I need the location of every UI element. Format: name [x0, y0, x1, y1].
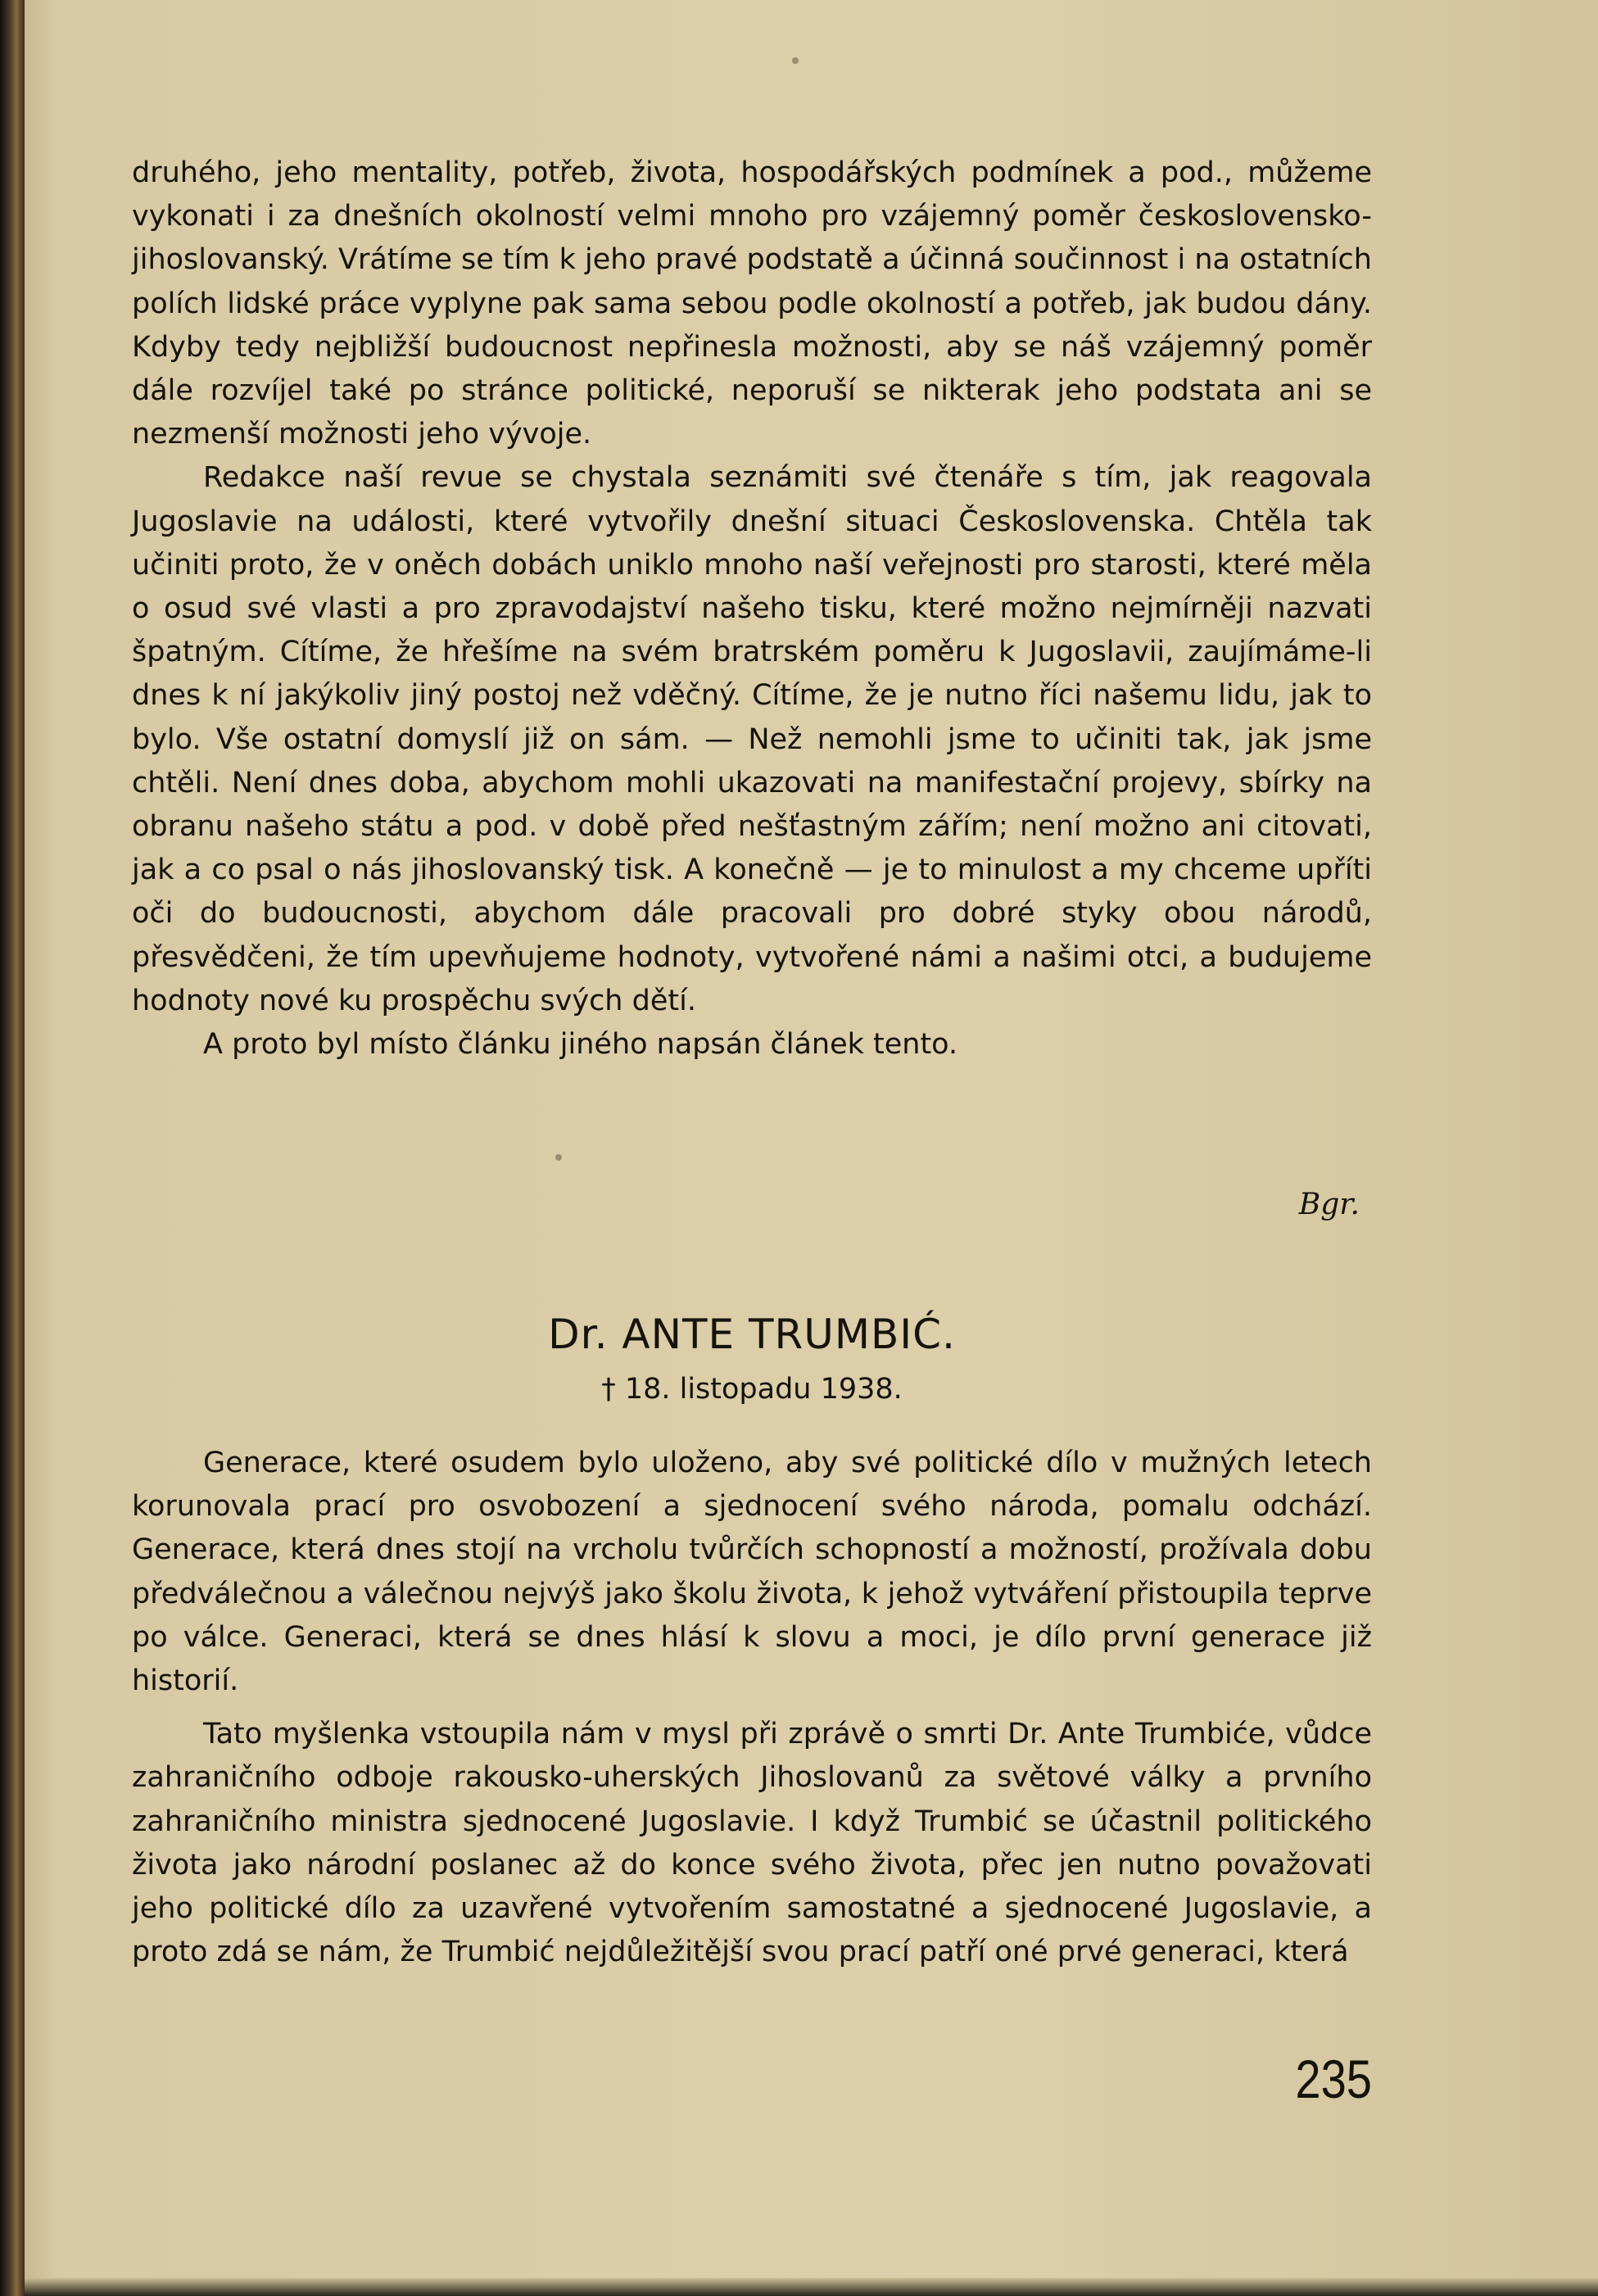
- paragraph: Generace, které osudem bylo uloženo, aby své politické dílo v mužných letech korunovala prací pro osvobození a sjednocení svého národa, pomalu odchází. Generace, která dnes stojí na vrcholu tvůrčích schopností a možností, prožívala dobu předválečnou a válečnou nejvýš jako školu života, k jehož vytváření přistoupila teprve po válce. Generaci, která se dnes hlásí k slovu a moci, je dílo první generace již historií.: [132, 1447, 1372, 1698]
- paper-speck: [555, 1154, 562, 1161]
- paragraph: druhého, jeho mentality, potřeb, života, hospodářských podmínek a pod., můžeme vykonati i za dnešních okolností velmi mnoho pro vzájemný poměr československo-jihoslovanský. Vrátíme se tím k jeho pravé podstatě a účinná součinnost i na ostatních polích lidské práce vyplyne pak sama sebou podle okolností a potřeb, jak budou dány. Kdyby tedy nejbližší budoucnost nepřinesla možnosti, aby se náš vzájemný poměr dále rozvíjel také po stránce politické, neporuší se nikterak jeho podstata ani se nezmenší možnosti jeho vývoje.: [132, 156, 1372, 451]
- paragraph: Redakce naší revue se chystala seznámiti své čtenáře s tím, jak reagovala Jugoslavie na události, které vytvořily dnešní situaci Československa. Chtěla tak učiniti proto, že v oněch dobách uniklo mnoho naší veřejnosti pro starosti, které měla o osud své vlasti a pro zpravodajství našeho tisku, které možno nejmírněji nazvati špatným. Cítíme, že hřešíme na svém bratrském poměru k Jugoslavii, zaujímáme-li dnes k ní jakýkoliv jiný postoj než vděčný. Cítíme, že je nutno říci našemu lidu, jak to bylo. Vše ostatní domyslí již on sám. — Než nemohli jsme to učiniti tak, jak jsme chtěli. Není dnes doba, abychom mohli ukazovati na manifestační projevy, sbírky na obranu našeho státu a pod. v době před nešťastným zářím; není možno ani citovati, jak a co psal o nás jihoslovanský tisk. A konečně — je to minulost a my chceme upříti oči do budoucnosti, abychom dále pracovali pro dobré styky obou národů, přesvědčeni, že tím upevňujeme hodnoty, vytvořené námi a našimi otci, a budujeme hodnoty nové ku prospěchu svých dětí.: [132, 461, 1372, 1017]
- page-bottom-edge: [25, 2278, 1598, 2296]
- article-body: [132, 1442, 1372, 1974]
- paragraph: Tato myšlenka vstoupila nám v mysl při zprávě o smrti Dr. Ante Trumbiće, vůdce zahraničního odboje rakousko-uherských Jihoslovanů za světové války a prvního zahraničního ministra sjednocené Jugoslavie. I když Trumbić se účastnil politického života jako národní poslanec až do konce svého života, přec jen nutno považovati jeho politické dílo za uzavřené vytvořením samostatné a sjednocené Jugoslavie, a proto zdá se nám, že Trumbić nejdůležitější svou prací patří oné prvé generaci, která: [132, 1718, 1372, 1969]
- previous-article-ending: [132, 152, 1372, 1066]
- article-title: Dr. ANTE TRUMBIĆ.: [548, 1311, 956, 1358]
- author-signature: Bgr.: [1298, 1188, 1360, 1221]
- paper-speck: [792, 57, 799, 64]
- article-date: † 18. listopadu 1938.: [601, 1373, 903, 1406]
- paragraph: A proto byl místo článku jiného napsán článek tento.: [203, 1028, 958, 1062]
- book-spine: [0, 0, 25, 2296]
- page-number: 235: [1295, 2049, 1372, 2109]
